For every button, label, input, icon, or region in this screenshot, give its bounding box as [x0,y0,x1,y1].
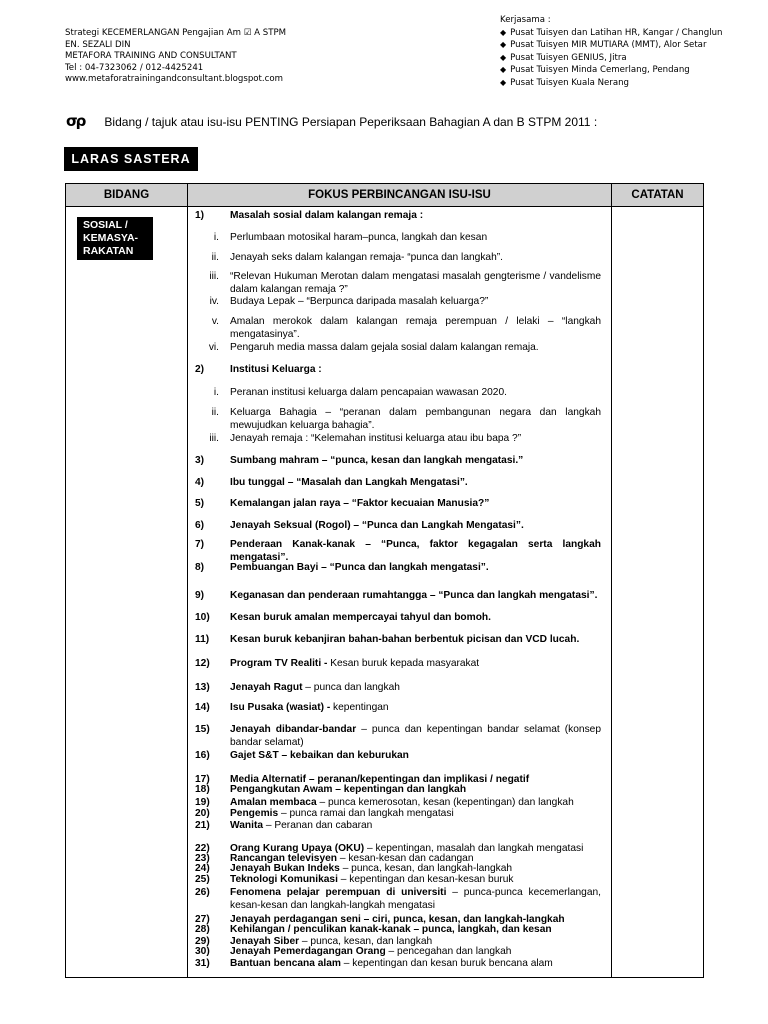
issue-detail: – kepentingan dan kesan-kesan buruk [337,874,514,885]
issue-number: 5) [195,498,205,509]
issue-number: 15) [195,724,210,735]
issue-number: 13) [195,682,210,693]
partner-item: ◆ Pusat Tuisyen Kuala Nerang [500,77,723,90]
issue-title: Jenayah dibandar-bandar [230,724,357,735]
issue-number: 7) [195,539,205,550]
issue-text [230,924,601,937]
issue-number: 25) [195,874,210,885]
issue-number: 1) [195,210,205,221]
section-label: LARAS SASTERA [64,147,198,171]
header-left-line: METAFORA TRAINING AND CONSULTANT [65,51,237,62]
issue-text [230,808,601,821]
issue-text [230,387,601,400]
header-left [65,28,286,86]
issue-text [230,232,601,245]
issue-text [230,342,601,355]
issue-detail: – punca ramai dan langkah mengatasi [278,808,454,819]
issue-detail: – kepentingan dan kesan buruk bencana alam [340,958,553,969]
issue-number: 16) [195,750,210,761]
sub-issue-numeral: v. [211,316,219,327]
issue-text [230,364,601,377]
issue-number: 27) [195,914,210,925]
issue-detail: – punca dan kepentingan bandar selamat (konsep bandar selamat) [230,724,601,748]
issue-title: Penderaan Kanak-kanak – “Punca, faktor kegagalan serta langkah mengatasi”. [230,539,601,563]
issue-title: Program TV Realiti - [230,658,331,669]
header-left-line: Tel : 04-7323062 / 012-4425241 [65,62,204,73]
issue-detail: – punca-punca kecemerlangan, kesan-kesan dan langkah-langkah mengatasi [230,887,601,911]
issue-text [230,682,601,695]
issue-title: Ibu tunggal – “Masalah dan Langkah Mengatasi”. [230,477,468,488]
bidang-cell [66,207,188,978]
heading-text: Bidang / tajuk atau isu-isu PENTING Persiapan Peperiksaan Bahagian A dan B STPM 2011 : [104,115,598,129]
issue-number: 11) [195,634,210,645]
issue-text [230,874,601,887]
issue-text [230,820,601,833]
issue-text [230,477,601,490]
partner-item: ◆ Pusat Tuisyen dan Latihan HR, Kangar / Changlun [500,27,723,40]
issue-text [230,658,601,671]
issue-number: 18) [195,784,210,795]
issue-text [230,271,601,296]
issue-number: 29) [195,936,210,947]
issue-text [230,210,601,223]
issue-title: Orang Kurang Upaya (OKU) [230,843,365,854]
header-left-line: EN. SEZALI DIN [65,39,131,50]
issue-detail: – punca dan langkah [302,682,400,693]
issue-text [230,252,601,265]
issue-title: Gajet S&T – kebaikan dan keburukan [230,750,409,761]
issue-title: Institusi Keluarga : [230,364,322,375]
issue-number: 23) [195,853,210,864]
issue-text [230,702,601,715]
sub-issue-numeral: i. [213,387,219,398]
issue-title: Media Alternatif – peranan/kepentingan dan implikasi / negatif [230,774,530,785]
header-right [500,15,723,90]
issue-number: 3) [195,455,205,466]
issue-detail: Pengaruh media massa dalam gejala sosial dalam kalangan remaja. [230,342,539,353]
issue-text [230,455,601,468]
issue-text [230,784,601,797]
issue-text [230,498,601,511]
issue-text [230,634,601,647]
issue-title: Jenayah Pemerdagangan Orang [230,946,386,957]
issue-detail: – kesan-kesan dan cadangan [337,853,474,864]
issue-text [230,612,601,625]
issue-number: 4) [195,477,205,488]
issue-number: 8) [195,562,205,573]
issue-title: Rancangan televisyen [230,853,338,864]
issue-detail: Keluarga Bahagia – “peranan dalam pembangunan negara dan langkah mewujudkan keluarga bahagia”. [230,407,601,431]
issue-detail: Kesan buruk kepada masyarakat [330,658,480,669]
issue-title: Jenayah Siber [230,936,300,947]
issue-title: Masalah sosial dalam kalangan remaja : [230,210,424,221]
sub-issue-numeral: iv. [209,296,219,307]
issue-title: Kesan buruk kebanjiran bahan-bahan berbentuk picisan dan VCD lucah. [230,634,580,645]
issue-number: 26) [195,887,210,898]
sub-issue-numeral: i. [213,232,219,243]
partner-item: ◆ Pusat Tuisyen Minda Cemerlang, Pendang [500,64,723,77]
issue-text [230,887,601,912]
partner-item: ◆ Pusat Tuisyen GENIUS, Jitra [500,52,723,65]
issue-title: Jenayah Ragut [230,682,303,693]
bidang-label: SOSIAL / KEMASYA-RAKATAN [77,217,153,260]
issue-detail: – punca, kesan, dan langkah [299,936,433,947]
issue-title: Pembuangan Bayi – “Punca dan langkah mengatasi”. [230,562,489,573]
issue-number: 24) [195,863,210,874]
issue-detail: Amalan merokok dalam kalangan remaja perempuan / lelaki – “langkah mengatasinya”. [230,316,601,340]
sub-issue-numeral: vi. [208,342,219,353]
column-header-fokus: FOKUS PERBINCANGAN ISU-ISU [188,184,612,207]
sub-issue-numeral: iii. [209,433,219,444]
partners-title: Kerjasama : [500,15,551,25]
issue-title: Jenayah Bukan Indeks [230,863,340,874]
issue-title: Kesan buruk amalan mempercayai tahyul dan bomoh. [230,612,491,623]
issue-number: 10) [195,612,210,623]
issue-text [230,296,601,309]
issue-title: Sumbang mahram – “punca, kesan dan langkah mengatasi.” [230,455,524,466]
issue-title: Jenayah Seksual (Rogol) – “Punca dan Langkah Mengatasi”. [230,520,524,531]
issue-number: 2) [195,364,205,375]
fokus-cell [188,207,612,978]
issue-title: Wanita [230,820,264,831]
issue-text [230,724,601,749]
issue-detail: Jenayah seks dalam kalangan remaja- “punca dan langkah”. [230,252,503,263]
column-header-bidang: BIDANG [66,184,188,207]
issue-title: Pengangkutan Awam – kepentingan dan langkah [230,784,467,795]
issue-detail: – punca kemerosotan, kesan (kepentingan) dan langkah [316,797,574,808]
ornament-icon: σρ [66,112,85,130]
issue-number: 19) [195,797,210,808]
issue-text [230,433,601,446]
issue-title: Fenomena pelajar perempuan di universiti [230,887,447,898]
page-heading [66,112,597,130]
issue-number: 22) [195,843,210,854]
issue-number: 20) [195,808,210,819]
partner-item: ◆ Pusat Tuisyen MIR MUTIARA (MMT), Alor Setar [500,39,723,52]
issue-title: Amalan membaca [230,797,317,808]
issue-detail: kepentingan [330,702,389,713]
issue-title: Kehilangan / penculikan kanak-kanak – punca, langkah, dan kesan [230,924,552,935]
issue-detail: – punca, kesan, dan langkah-langkah [339,863,513,874]
sub-issue-numeral: ii. [211,407,219,418]
column-header-catatan: CATATAN [612,184,704,207]
issue-text [230,750,601,763]
header-left-line: www.metaforatrainingandconsultant.blogspot.com [65,74,283,85]
catatan-cell [612,207,704,978]
issue-detail: – pencegahan dan langkah [385,946,512,957]
issue-title: Kemalangan jalan raya – “Faktor kecuaian Manusia?” [230,498,490,509]
issue-detail: – kepentingan, masalah dan langkah mengatasi [364,843,584,854]
issues-table [65,183,704,978]
issue-number: 9) [195,590,205,601]
issue-title: Isu Pusaka (wasiat) - [230,702,331,713]
issue-title: Teknologi Komunikasi [230,874,338,885]
issue-detail: Jenayah remaja : “Kelemahan institusi keluarga atau ibu bapa ?” [230,433,522,444]
issue-detail: – Peranan dan cabaran [263,820,373,831]
issue-text [230,520,601,533]
issue-number: 30) [195,946,210,957]
issue-text [230,946,601,959]
issue-text [230,539,601,564]
issue-number: 12) [195,658,210,669]
issue-number: 31) [195,958,210,969]
issue-detail: “Relevan Hukuman Merotan dalam mengatasi masalah gengterisme / vandelisme dalam kalangan remaja ?” [230,271,601,295]
issue-title: Keganasan dan penderaan rumahtangga – “Punca dan langkah mengatasi”. [230,590,598,601]
issue-detail: Perlumbaan motosikal haram–punca, langkah dan kesan [230,232,488,243]
sub-issue-numeral: iii. [209,271,219,282]
issue-text [230,958,601,971]
issue-title: Jenayah perdagangan seni – ciri, punca, kesan, dan langkah-langkah [230,914,565,925]
issue-detail: Peranan institusi keluarga dalam pencapaian wawasan 2020. [230,387,507,398]
issue-number: 17) [195,774,210,785]
issue-title: Bantuan bencana alam [230,958,341,969]
sub-issue-numeral: ii. [211,252,219,263]
issue-detail: Budaya Lepak – “Berpunca daripada masalah keluarga?” [230,296,489,307]
issue-text [230,407,601,432]
issue-text [230,590,601,603]
issue-number: 6) [195,520,205,531]
issue-number: 28) [195,924,210,935]
issue-title: Pengemis [230,808,279,819]
issue-number: 21) [195,820,210,831]
header-left-line: Strategi KECEMERLANGAN Pengajian Am ☑ A STPM [65,28,287,38]
issue-number: 14) [195,702,210,713]
issue-text [230,316,601,341]
issue-text [230,562,601,575]
